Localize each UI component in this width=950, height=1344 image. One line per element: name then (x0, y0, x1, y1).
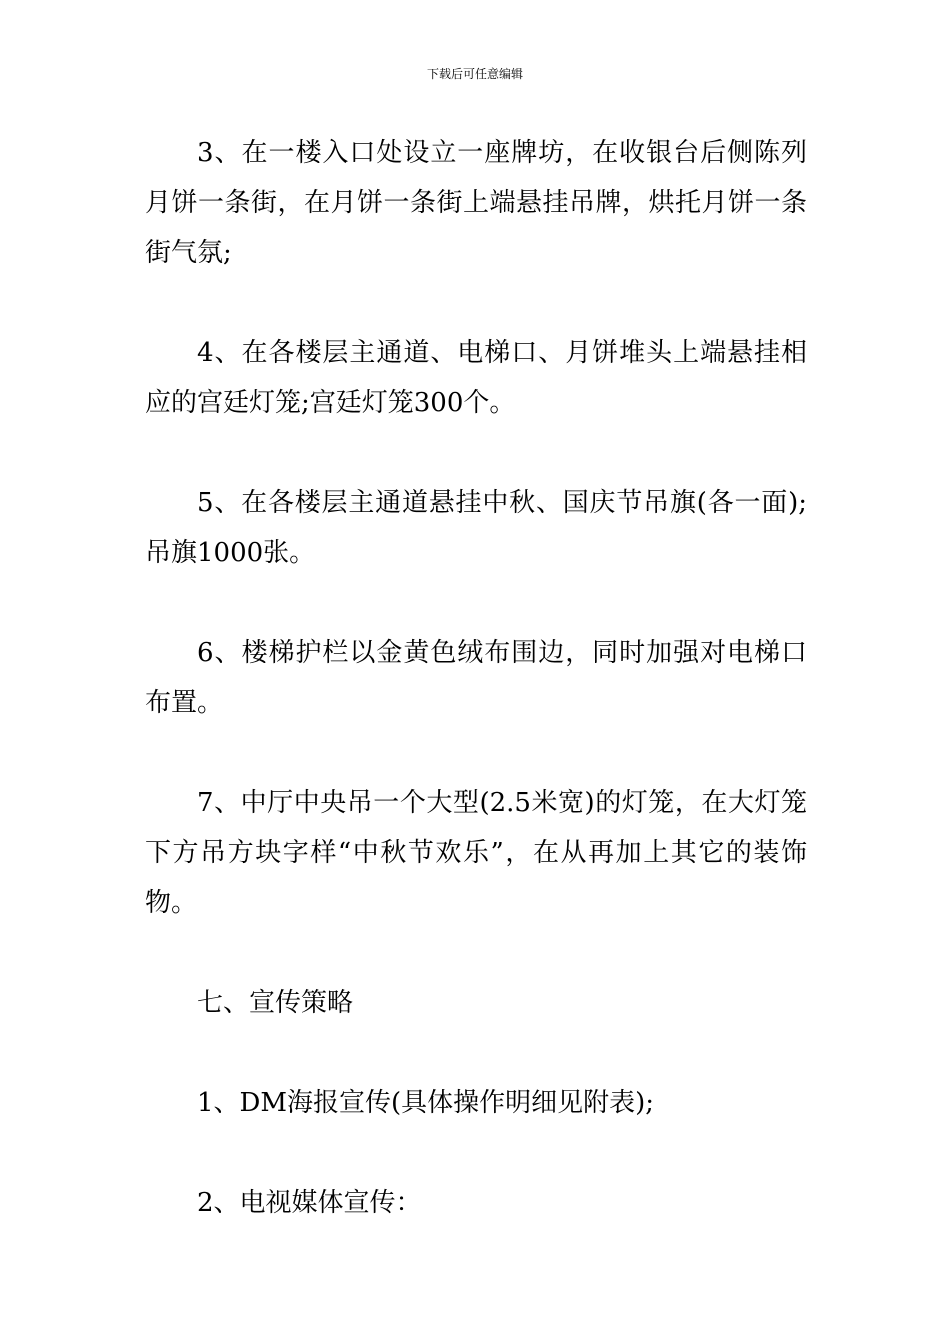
paragraph-item-7-big-lantern: 7、中厅中央吊一个大型(2.5米宽)的灯笼，在大灯笼下方吊方块字样“中秋节欢乐”，在从再加上其它的装饰物。 (145, 788, 807, 918)
page-header: 下载后可任意编辑 (426, 67, 523, 81)
paragraph-item-dm-poster: 1、DM海报宣传(具体操作明细见附表); (197, 1088, 655, 1118)
paragraph-item-tv-media: 2、电视媒体宣传： (197, 1188, 422, 1218)
paragraph-item-5-banners: 5、在各楼层主通道悬挂中秋、国庆节吊旗(各一面);吊旗1000张。 (145, 488, 807, 568)
paragraph-item-6-railings: 6、楼梯护栏以金黄色绒布围边，同时加强对电梯口布置。 (145, 638, 807, 718)
paragraph-item-3-decor: 3、在一楼入口处设立一座牌坊，在收银台后侧陈列月饼一条街，在月饼一条街上端悬挂吊牌，烘托月饼一条街气氛; (145, 138, 807, 268)
document-body (145, 128, 807, 1278)
section-heading-promotion: 七、宣传策略 (197, 988, 354, 1018)
paragraph-item-4-lanterns: 4、在各楼层主通道、电梯口、月饼堆头上端悬挂相应的宫廷灯笼;宫廷灯笼300个。 (145, 338, 807, 418)
